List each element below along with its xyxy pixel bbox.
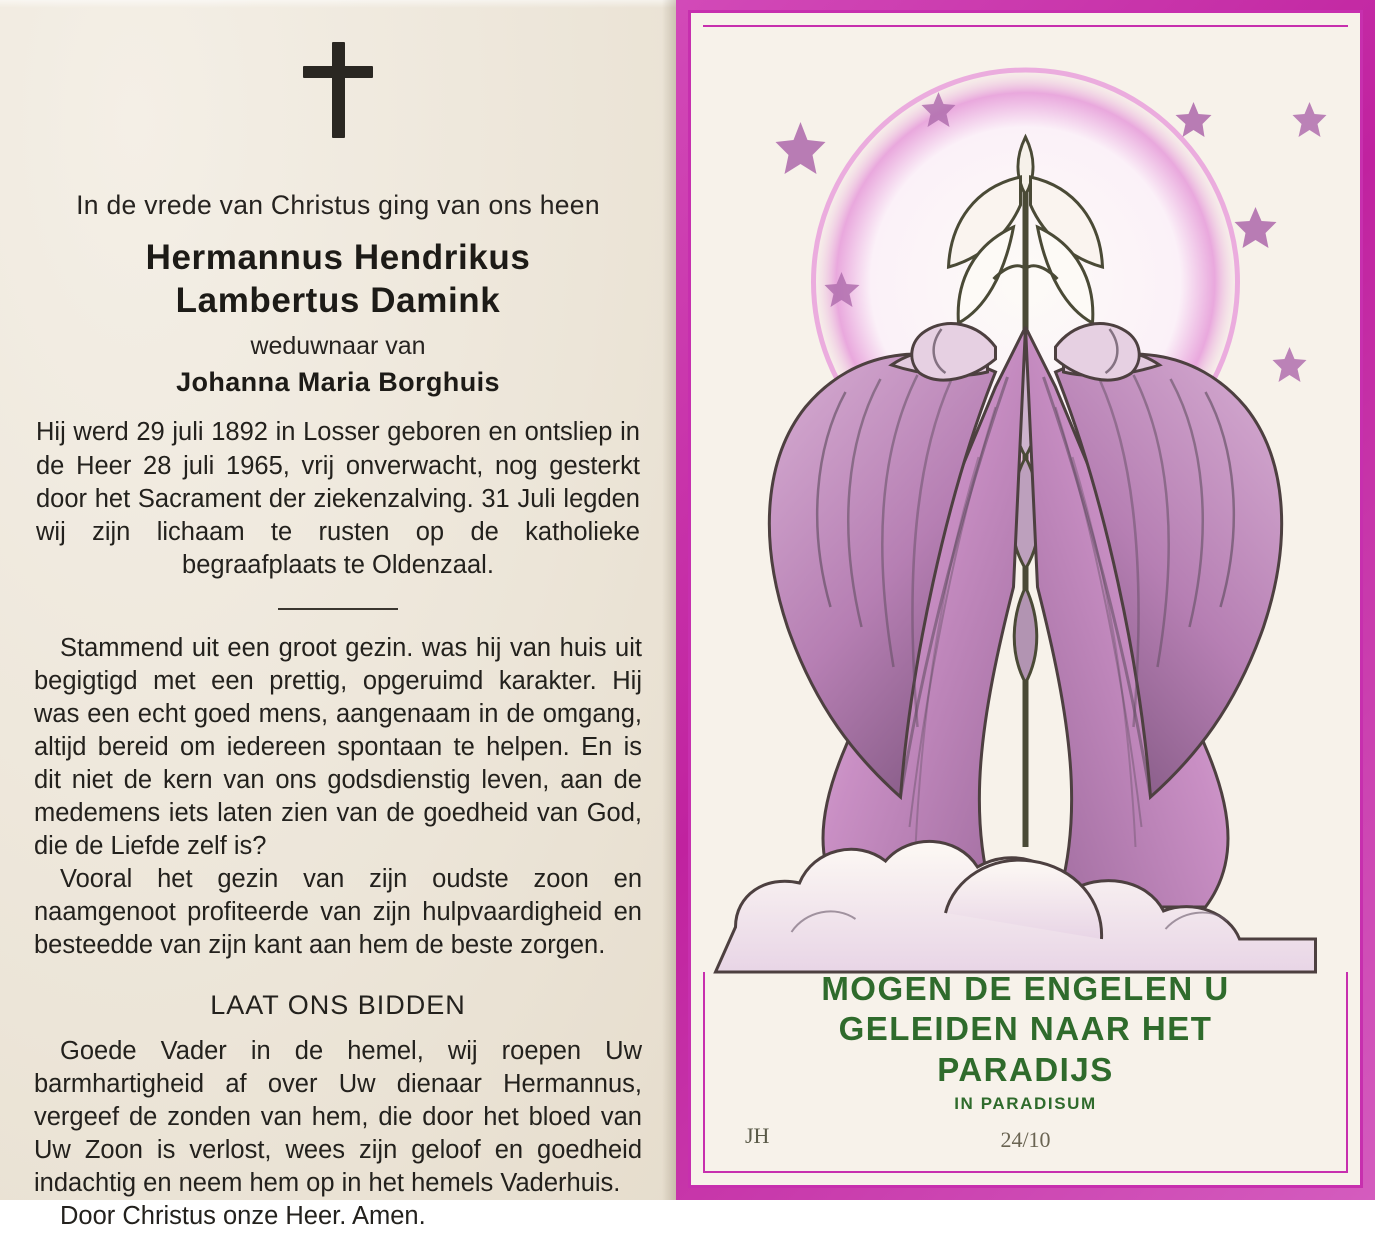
biography-text: Hij werd 29 juli 1892 in Losser geboren en ontsliep in de Heer 28 juli 1965, vrij onverwacht, nog gesterkt door het Sacrament der ziekenzalving. 31 Juli legden wij zijn lichaam te rusten op de katholieke begraafplaats te Oldenzaal. bbox=[36, 418, 640, 579]
divider-rule bbox=[278, 608, 398, 610]
prayer-paragraph: Goede Vader in de hemel, wij roepen Uw barmhartigheid af over Uw dienaar Hermannus, vergeef de zonden van hem, die door het bloed van Uw Zoon is verlost, wees zijn geloof en goedheid indachtig en neem hem op in het hemels Vaderhuis. bbox=[34, 1037, 642, 1198]
inner-frame-outer bbox=[688, 10, 1363, 1188]
deceased-name bbox=[30, 237, 646, 322]
right-page-illustration bbox=[676, 0, 1375, 1200]
tribute-paragraph-1: Stammend uit een groot gezin. was hij van huis uit begigtigd met een prettig, opgeruimd karakter. Hij was een echt goed mens, aangenaam in de omgang, altijd bereid om iedereen spontaan te helpen. En is dit niet de kern van ons godsdienstig leven, aan de medemens iets laten zien van de goedheid van God, die de Liefde zelf is? bbox=[34, 634, 642, 861]
inner-frame-inner bbox=[703, 25, 1348, 1173]
prayer-closing: Door Christus onze Heer. Amen. bbox=[60, 1202, 426, 1231]
reference-number: 24/10 bbox=[1000, 1127, 1051, 1152]
caption-line-1: MOGEN DE ENGELEN U bbox=[821, 970, 1230, 1007]
artist-mark: JH bbox=[745, 1123, 770, 1148]
angel-illustration-svg bbox=[705, 27, 1346, 972]
spouse-name: Johanna Maria Borghuis bbox=[176, 367, 500, 398]
angel-illustration bbox=[705, 27, 1346, 972]
caption-line-2: GELEIDEN NAAR HET bbox=[838, 1010, 1213, 1048]
tribute-paragraph-2: Vooral het gezin van zijn oudste zoon en naamgenoot profiteerde van zijn hulpvaardigheid en besteedde van zijn kant aan hem de beste zorgen. bbox=[34, 865, 642, 960]
deceased-name-line-1: Hermannus Hendrikus bbox=[145, 238, 531, 277]
paper-edge bbox=[0, 0, 676, 8]
prayer-block bbox=[30, 1035, 646, 1233]
left-page-text bbox=[0, 0, 676, 1231]
deceased-name-line-2: Lambertus Damink bbox=[175, 280, 501, 320]
intro-line: In de vrede van Christus ging van ons heen bbox=[76, 190, 600, 220]
caption-block bbox=[705, 969, 1346, 1114]
relation-line: weduwnaar van bbox=[250, 332, 426, 361]
caption-latin: IN PARADISUM bbox=[954, 1093, 1097, 1113]
prayer-heading: LAAT ONS BIDDEN bbox=[210, 990, 466, 1021]
cross-container bbox=[30, 0, 646, 134]
tribute-block bbox=[30, 632, 646, 962]
biography-block bbox=[30, 416, 646, 582]
latin-cross-icon bbox=[295, 42, 381, 138]
caption-line-3: PARADIJS bbox=[937, 1050, 1114, 1088]
